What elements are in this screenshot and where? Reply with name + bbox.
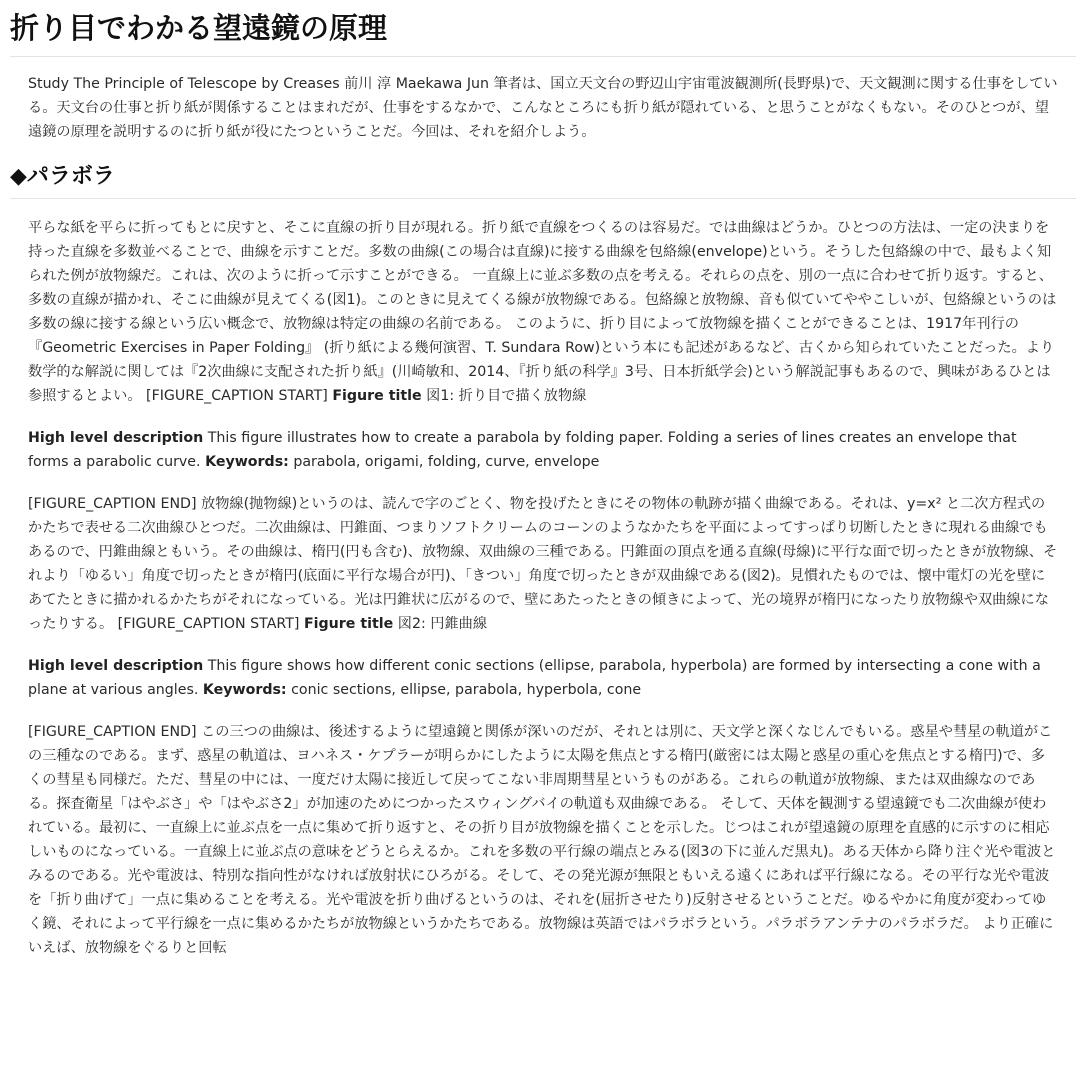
caption-1-start-marker: [FIGURE_CAPTION START] [146,388,328,404]
caption-1-description [28,426,1058,474]
caption-2-start-marker: [FIGURE_CAPTION START] [117,616,300,632]
paragraph-1-text: 平らな紙を平らに折ってもとに戻すと、そこに直線の折り目が現れる。折り紙で直線をつくるのは容易だ。では曲線はどうか。ひとつの方法は、一定の決まりを持った直線を多数並べることで、曲線を示すことだ。多数の曲線(この場合は直線)に接する曲線を包絡線(envelope)という。そうした包絡線の中で、最もよく知られた例が放物線だ。これは、次のように折って示すことができる。 一直線上に並ぶ多数の点を考える。それらの点を、別の一点に合わせて折り返す。すると、多数の直線が描かれ、そこに曲線が見えてくる(図1)。このときに見えてくる線が放物線である。包絡線と放物線、音も似ていてややこしいが、包絡線というのは多数の線に接する線という広い概念で、放物線は特定の曲線の名前である。 このように、折り目によって放物線を描くことができることは、1917年刊行の『Geometric Exercises in Paper Folding』 (折り紙による幾何演習、T. Sundara Row)という本にも記述があるなど、古くから知られていたことだった。より数学的な解説に関しては『2次曲線に支配された折り紙』(川崎敏和、2014、『折り紙の科学』3号、日本折紙学会)という解説記事もあるので、興味があるひとは参照するとよい。 [28,220,1057,404]
paragraph-3-text: この三つの曲線は、後述するように望遠鏡と関係が深いのだが、それとは別に、天文学と深くなじんでもいる。惑星や彗星の軌道がこの三種なのである。まず、惑星の軌道は、ヨハネス・ケプラーが明らかにしたように太陽を焦点とする楕円(厳密には太陽と惑星の重心を焦点とする楕円)で、多くの彗星も同様だ。ただ、彗星の中には、一度だけ太陽に接近して戻ってこない非周期彗星というものがある。これらの軌道が放物線、または双曲線なのである。探査衛星「はやぶさ」や「はやぶさ2」が加速のためにつかったスウィングバイの軌道も双曲線である。 そして、天体を観測する望遠鏡でも二次曲線が使われている。最初に、一直線上に並ぶ点を一点に集めて折り返すと、その折り目が放物線を描くことを示した。じつはこれが望遠鏡の原理を直感的に示すのに相応しいものになっている。一直線上に並ぶ点の意味をどうとらえるか。これを多数の平行線の端点とみる(図3の下に並んだ黒丸)。ある天体から降り注ぐ光や電波とみるのである。光や電波は、特別な指向性がなければ放射状にひろがる。そして、その発光源が無限ともいえる遠くにあれば平行線になる。その平行な光や電波を「折り曲げて」一点に集めることを考える。光や電波を折り曲げるというのは、それを(屈折させたり)反射させるということだ。ゆるやかに角度が変わってゆく鏡、それによって平行線を一点に集めるかたちが放物線というかたちである。放物線は英語ではパラボラという。パラボラアンテナのパラボラだ。 より正確にいえば、放物線をぐるりと回転 [28,724,1056,956]
paragraph-2-text: 放物線(抛物線)というのは、読んで字のごとく、物を投げたときにその物体の軌跡が描く曲線である。それは、y=x² と二次方程式のかたちで表せる二次曲線ひとつだ。二次曲線は、円錐面、つまりソフトクリームのコーンのようなかたちを平面によってすっぱり切断したときに現れる曲線でもあるので、円錐曲線ともいう。その曲線は、楕円(円も含む)、放物線、双曲線の三種である。円錐面の頂点を通る直線(母線)に平行な面で切ったときが放物線、それより「ゆるい」角度で切ったときが楕円(底面に平行な場合が円)、「きつい」角度で切ったときが双曲線である(図2)。見慣れたものでは、懐中電灯の光を壁にあてたときに描かれるかたちがそれになっている。光は円錐状に広がるので、壁にあたったときの傾きによって、光の境界が楕円になったり放物線や双曲線になったりする。 [28,496,1058,632]
caption-1-desc-text: This figure illustrates how to create a parabola by folding paper. Folding a series of lines creates an envelope that forms a parabolic curve. [28,430,1017,470]
body-paragraph-1 [28,216,1058,408]
caption-2-title: 図2: 円錐曲線 [397,616,488,632]
article [0,8,1092,960]
caption-2-keywords-label: Keywords: [202,682,287,698]
caption-1-title: 図1: 折り目で描く放物線 [426,388,587,404]
page-title: 折り目でわかる望遠鏡の原理 [10,8,1076,57]
section-heading: ◆パラボラ [10,162,1076,199]
caption-1-end-marker: [FIGURE_CAPTION END] [28,496,197,512]
caption-2-desc-text: This figure shows how different conic sections (ellipse, parabola, hyperbola) are formed by intersecting a cone with a plane at various angles. [28,658,1041,698]
caption-2-title-label: Figure title [303,616,394,632]
intro-paragraph: Study The Principle of Telescope by Creases 前川 淳 Maekawa Jun 筆者は、国立天文台の野辺山宇宙電波観測所(長野県)で、天文観測に関する仕事をしている。天文台の仕事と折り紙が関係することはまれだが、仕事をするなかで、こんなところにも折り紙が隠れている、と思うことがなくもない。そのひとつが、望遠鏡の原理を説明するのに折り紙が役にたつということだ。今回は、それを紹介しよう。 [28,76,1058,140]
body-paragraph-3 [28,720,1058,960]
section-body [10,216,1076,960]
caption-2-end-marker: [FIGURE_CAPTION END] [28,724,197,740]
intro-block [10,72,1076,144]
caption-2-description [28,654,1058,702]
caption-2-desc-label: High level description [28,658,204,674]
caption-1-title-label: Figure title [332,388,422,404]
caption-2-keywords: conic sections, ellipse, parabola, hyperbola, cone [291,682,642,698]
caption-1-keywords: parabola, origami, folding, curve, envelope [293,454,600,470]
body-paragraph-2 [28,492,1058,636]
caption-1-keywords-label: Keywords: [205,454,289,470]
caption-1-desc-label: High level description [28,430,204,446]
